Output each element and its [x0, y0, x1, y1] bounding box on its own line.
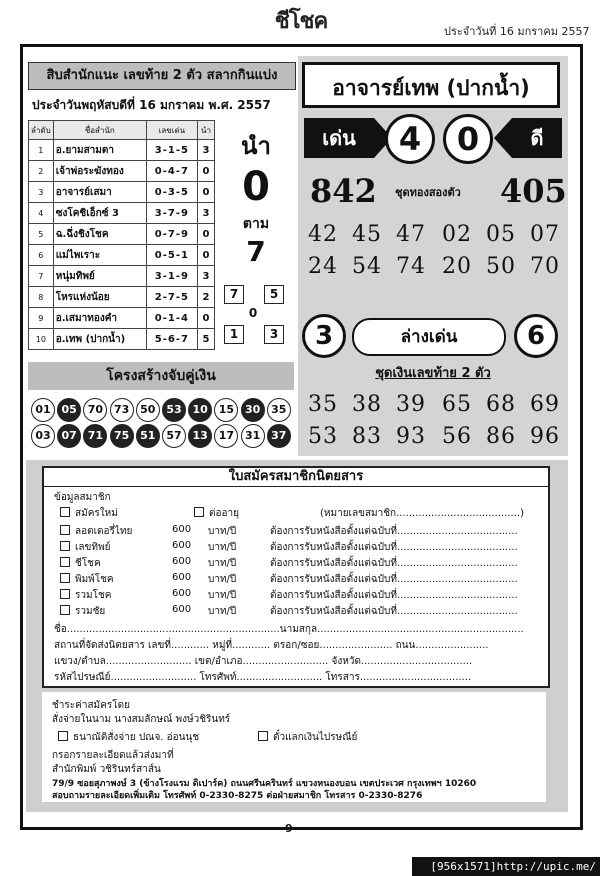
- subscription-price: 600: [172, 556, 192, 567]
- lucky-number: 53: [308, 424, 338, 449]
- lucky-number: 05: [486, 222, 516, 247]
- checkbox-icon[interactable]: [194, 507, 204, 517]
- col-lead: นำ: [197, 121, 214, 140]
- subscription-name: พิมพ์โชค: [75, 574, 114, 585]
- sources-title: สิบสำนักแนะ เลขท้าย 2 ตัว สลากกินแบ่ง: [28, 62, 296, 90]
- lucky-number: 96: [530, 424, 560, 449]
- lucky-number: 54: [352, 254, 382, 279]
- pairs-title: โครงสร้างจับคู่เงิน: [28, 362, 294, 390]
- subscription-price: 600: [172, 540, 192, 551]
- cell-digits: 3-1-5: [146, 140, 197, 161]
- table-row: [29, 224, 215, 245]
- pair-ball: 07: [57, 424, 81, 448]
- magazine-logo: ชีโชค: [274, 8, 328, 34]
- pair-ball: 50: [136, 398, 160, 422]
- address-field-1[interactable]: สถานที่จัดส่งนิตยสาร เลขที่............ หมู่ที่............ ตรอก/ซอย....................... ถนน.......................: [54, 640, 489, 651]
- pay-postal-label: ตั๋วแลกเงินไปรษณีย์: [273, 732, 358, 743]
- pay-postal-option[interactable]: [258, 730, 357, 745]
- cell-lead: 3: [197, 203, 214, 224]
- pair-ball: 71: [83, 424, 107, 448]
- subscription-unit: บาท/ปี: [208, 558, 237, 569]
- subscription-unit: บาท/ปี: [208, 526, 237, 537]
- low-right-digit: 6: [514, 314, 558, 358]
- subscription-start-field[interactable]: ต้องการรับหนังสือตั้งแต่ฉบับที่......................................: [270, 558, 518, 569]
- cell-lead: 2: [197, 287, 214, 308]
- lucky-number: 02: [442, 222, 472, 247]
- grid-top-right: 5: [264, 285, 284, 304]
- cell-name: ฉ.ฉึ่งชิงโชค: [53, 224, 146, 245]
- lucky-number: 45: [352, 222, 382, 247]
- lucky-number: 74: [396, 254, 426, 279]
- subscription-form: [42, 466, 550, 688]
- table-row: [29, 140, 215, 161]
- lucky-number: 35: [308, 392, 338, 417]
- lucky-number: 42: [308, 222, 338, 247]
- publisher-name: สำนักพิมพ์ วชิรินทร์สาส์น: [52, 764, 161, 775]
- cell-no: 7: [29, 266, 54, 287]
- checkbox-icon[interactable]: [60, 525, 70, 535]
- table-row: [29, 308, 215, 329]
- checkbox-icon[interactable]: [60, 573, 70, 583]
- lucky-number: 50: [486, 254, 516, 279]
- good-label: ดี: [512, 118, 562, 158]
- cell-name: อาจารย์เสมา: [53, 182, 146, 203]
- lucky-number: 56: [442, 424, 472, 449]
- cell-lead: 3: [197, 140, 214, 161]
- checkbox-icon[interactable]: [60, 541, 70, 551]
- lucky-number: 20: [442, 254, 472, 279]
- lead-value: 0: [242, 164, 270, 210]
- new-member-label: สมัครใหม่: [75, 508, 118, 519]
- subscription-start-field[interactable]: ต้องการรับหนังสือตั้งแต่ฉบับที่......................................: [270, 606, 518, 617]
- lucky-number: 69: [530, 392, 560, 417]
- renew-option[interactable]: [194, 506, 239, 521]
- grid-bottom-right: 3: [264, 325, 284, 344]
- cell-digits: 0-4-7: [146, 161, 197, 182]
- cell-name: อ.เสมาทองคำ: [53, 308, 146, 329]
- checkbox-icon[interactable]: [60, 557, 70, 567]
- cell-lead: 0: [197, 245, 214, 266]
- contact-info: สอบถามรายละเอียดเพิ่มเติม โทรศัพท์ 0-2330-8275 ต่อฝ่ายสมาชิก โทรสาร 0-2330-8276: [52, 791, 423, 801]
- footer-watermark: [956x1571]http://upic.me/: [412, 857, 600, 876]
- play-label: เด่น: [304, 118, 374, 158]
- pair-ball: 15: [214, 398, 238, 422]
- cell-digits: 5-6-7: [146, 329, 197, 350]
- subscription-name: รวมชัย: [75, 606, 106, 617]
- master-panel: [298, 56, 568, 456]
- col-name: ชื่อสำนัก: [53, 121, 146, 140]
- cell-name: เจ้าพ่อระฆังทอง: [53, 161, 146, 182]
- cell-digits: 0-3-5: [146, 182, 197, 203]
- lead-summary: [222, 126, 290, 268]
- follow-value: 7: [246, 235, 266, 268]
- pair-ball: 17: [214, 424, 238, 448]
- cell-no: 6: [29, 245, 54, 266]
- checkbox-icon[interactable]: [60, 605, 70, 615]
- sources-subtitle: ประจำวันพฤหัสบดีที่ 16 มกราคม พ.ศ. 2557: [32, 98, 271, 112]
- cell-digits: 2-7-5: [146, 287, 197, 308]
- pair-ball: 05: [57, 398, 81, 422]
- page-number: 9: [285, 822, 293, 835]
- pay-cheque-option[interactable]: [58, 730, 199, 745]
- play-digit-1: 4: [385, 114, 435, 164]
- cell-lead: 0: [197, 182, 214, 203]
- silver-label: ชุดเงินเลขท้าย 2 ตัว: [375, 366, 491, 381]
- cell-name: อ.ยามสามตา: [53, 140, 146, 161]
- lead-label: นำ: [241, 132, 271, 160]
- address-field-3[interactable]: รหัสไปรษณีย์........................... โทรศัพท์........................... โทรสาร...................................: [54, 672, 472, 683]
- pair-ball: 30: [241, 398, 265, 422]
- cell-no: 5: [29, 224, 54, 245]
- lucky-number: 65: [442, 392, 472, 417]
- cell-lead: 5: [197, 329, 214, 350]
- cell-no: 8: [29, 287, 54, 308]
- cell-digits: 0-7-9: [146, 224, 197, 245]
- cell-name: โหรแห่งน้อย: [53, 287, 146, 308]
- pair-ball: 73: [110, 398, 134, 422]
- subscription-start-field[interactable]: ต้องการรับหนังสือตั้งแต่ฉบับที่......................................: [270, 574, 518, 585]
- play-digit-2: 0: [443, 114, 493, 164]
- grid-top-left: 7: [224, 285, 244, 304]
- pair-ball: 37: [267, 424, 291, 448]
- issue-date: ประจำวันที่ 16 มกราคม 2557: [444, 25, 590, 38]
- subscription-start-field[interactable]: ต้องการรับหนังสือตั้งแต่ฉบับที่......................................: [270, 542, 518, 553]
- low-label: ล่างเด่น: [352, 318, 506, 356]
- cell-no: 3: [29, 182, 54, 203]
- cell-digits: 0-1-4: [146, 308, 197, 329]
- cell-no: 10: [29, 329, 54, 350]
- pair-ball: 01: [31, 398, 55, 422]
- pair-ball: 75: [110, 424, 134, 448]
- subscription-price: 600: [172, 572, 192, 583]
- grid-center: 0: [248, 306, 258, 320]
- lucky-number: 70: [530, 254, 560, 279]
- table-row: [29, 329, 215, 350]
- cell-lead: 0: [197, 161, 214, 182]
- cell-digits: 3-7-9: [146, 203, 197, 224]
- grid-bottom-left: 1: [224, 325, 244, 344]
- subscription-name: ชีโชค: [75, 558, 101, 569]
- member-info-label: ข้อมูลสมาชิก: [54, 492, 111, 503]
- lucky-number: 24: [308, 254, 338, 279]
- pair-ball: 70: [83, 398, 107, 422]
- subscription-price: 600: [172, 604, 192, 615]
- pair-ball: 13: [188, 424, 212, 448]
- cell-lead: 0: [197, 308, 214, 329]
- pay-cheque-label: ธนาณัติสั่งจ่าย ปณจ. อ่อนนุช: [73, 732, 200, 743]
- checkbox-icon[interactable]: [60, 589, 70, 599]
- subscription-price: 600: [172, 524, 192, 535]
- table-row: [29, 182, 215, 203]
- member-number-field[interactable]: (หมายเลขสมาชิก.......................................): [320, 508, 524, 519]
- address-field-2[interactable]: แขวง/ตำบล........................... เขต/อำเภอ........................... จังหวัด...................................: [54, 656, 473, 667]
- lucky-number: 07: [530, 222, 560, 247]
- pair-ball: 10: [188, 398, 212, 422]
- subscription-start-field[interactable]: ต้องการรับหนังสือตั้งแต่ฉบับที่......................................: [270, 590, 518, 601]
- lucky-number: 86: [486, 424, 516, 449]
- pay-title: ชำระค่าสมัครโดย: [52, 700, 130, 711]
- renew-label: ต่ออายุ: [209, 508, 239, 519]
- cell-name: หนุ่มทิพย์: [53, 266, 146, 287]
- pair-ball: 35: [267, 398, 291, 422]
- subscription-name: รวมโชค: [75, 590, 112, 601]
- pair-ball: 03: [31, 424, 55, 448]
- three-digit-left: 842: [310, 172, 377, 210]
- lucky-number: 39: [396, 392, 426, 417]
- master-name: อาจารย์เทพ (ปากน้ำ): [302, 62, 560, 108]
- follow-label: ตาม: [242, 216, 270, 232]
- subscription-start-field[interactable]: ต้องการรับหนังสือตั้งแต่ฉบับที่......................................: [270, 526, 518, 537]
- lucky-number: 83: [352, 424, 382, 449]
- payment-info: [42, 692, 546, 802]
- table-row: [29, 161, 215, 182]
- subscription-unit: บาท/ปี: [208, 606, 237, 617]
- low-left-digit: 3: [302, 314, 346, 358]
- subscription-price: 600: [172, 588, 192, 599]
- form-title: ใบสมัครสมาชิกนิตยสาร: [44, 468, 548, 487]
- cell-no: 1: [29, 140, 54, 161]
- checkbox-icon[interactable]: [58, 731, 68, 741]
- cell-no: 9: [29, 308, 54, 329]
- pair-ball: 31: [241, 424, 265, 448]
- pair-ball: 51: [136, 424, 160, 448]
- gold-label: ชุดทองสองตัว: [395, 186, 461, 199]
- cell-lead: 3: [197, 266, 214, 287]
- sources-table: [28, 120, 215, 350]
- cell-no: 2: [29, 161, 54, 182]
- cell-digits: 3-1-9: [146, 266, 197, 287]
- lucky-number: 47: [396, 222, 426, 247]
- subscription-unit: บาท/ปี: [208, 542, 237, 553]
- lucky-number: 38: [352, 392, 382, 417]
- checkbox-icon[interactable]: [60, 507, 70, 517]
- table-row: [29, 287, 215, 308]
- col-no: ลำดับ: [29, 121, 54, 140]
- pair-ball: 53: [162, 398, 186, 422]
- cell-name: ซงโคชิเอ็กซ์ 3: [53, 203, 146, 224]
- cell-name: อ.เทพ (ปากน้ำ): [53, 329, 146, 350]
- new-member-option[interactable]: [60, 506, 118, 521]
- subscription-name: เลขทิพย์: [75, 542, 111, 553]
- subscription-name: ลอตเตอรี่ไทย: [75, 526, 133, 537]
- lucky-number: 68: [486, 392, 516, 417]
- pair-ball: 57: [162, 424, 186, 448]
- cell-lead: 0: [197, 224, 214, 245]
- subscription-unit: บาท/ปี: [208, 574, 237, 585]
- subscription-unit: บาท/ปี: [208, 590, 237, 601]
- cell-name: แม่ไพเราะ: [53, 245, 146, 266]
- pay-send: กรอกรายละเอียดแล้วส่งมาที่: [52, 750, 174, 761]
- col-digits: เลขเด่น: [146, 121, 197, 140]
- table-row: [29, 266, 215, 287]
- pay-to: สั่งจ่ายในนาม นางสมลักษณ์ พงษ์วชิรินทร์: [52, 714, 231, 725]
- publisher-address: 79/9 ซอยสุภาพงษ์ 3 (ข้างโรงแรม ดิเปาร์ค) ถนนศรีนครินทร์ แขวงหนองบอน เขตประเวศ กรุงเทพฯ 10260: [52, 779, 477, 789]
- table-row: [29, 245, 215, 266]
- name-field[interactable]: ชื่อ...................................................................นามสกุล.................................................................: [54, 624, 524, 635]
- cell-no: 4: [29, 203, 54, 224]
- checkbox-icon[interactable]: [258, 731, 268, 741]
- cell-digits: 0-5-1: [146, 245, 197, 266]
- three-digit-right: 405: [500, 172, 567, 210]
- table-row: [29, 203, 215, 224]
- lucky-number: 93: [396, 424, 426, 449]
